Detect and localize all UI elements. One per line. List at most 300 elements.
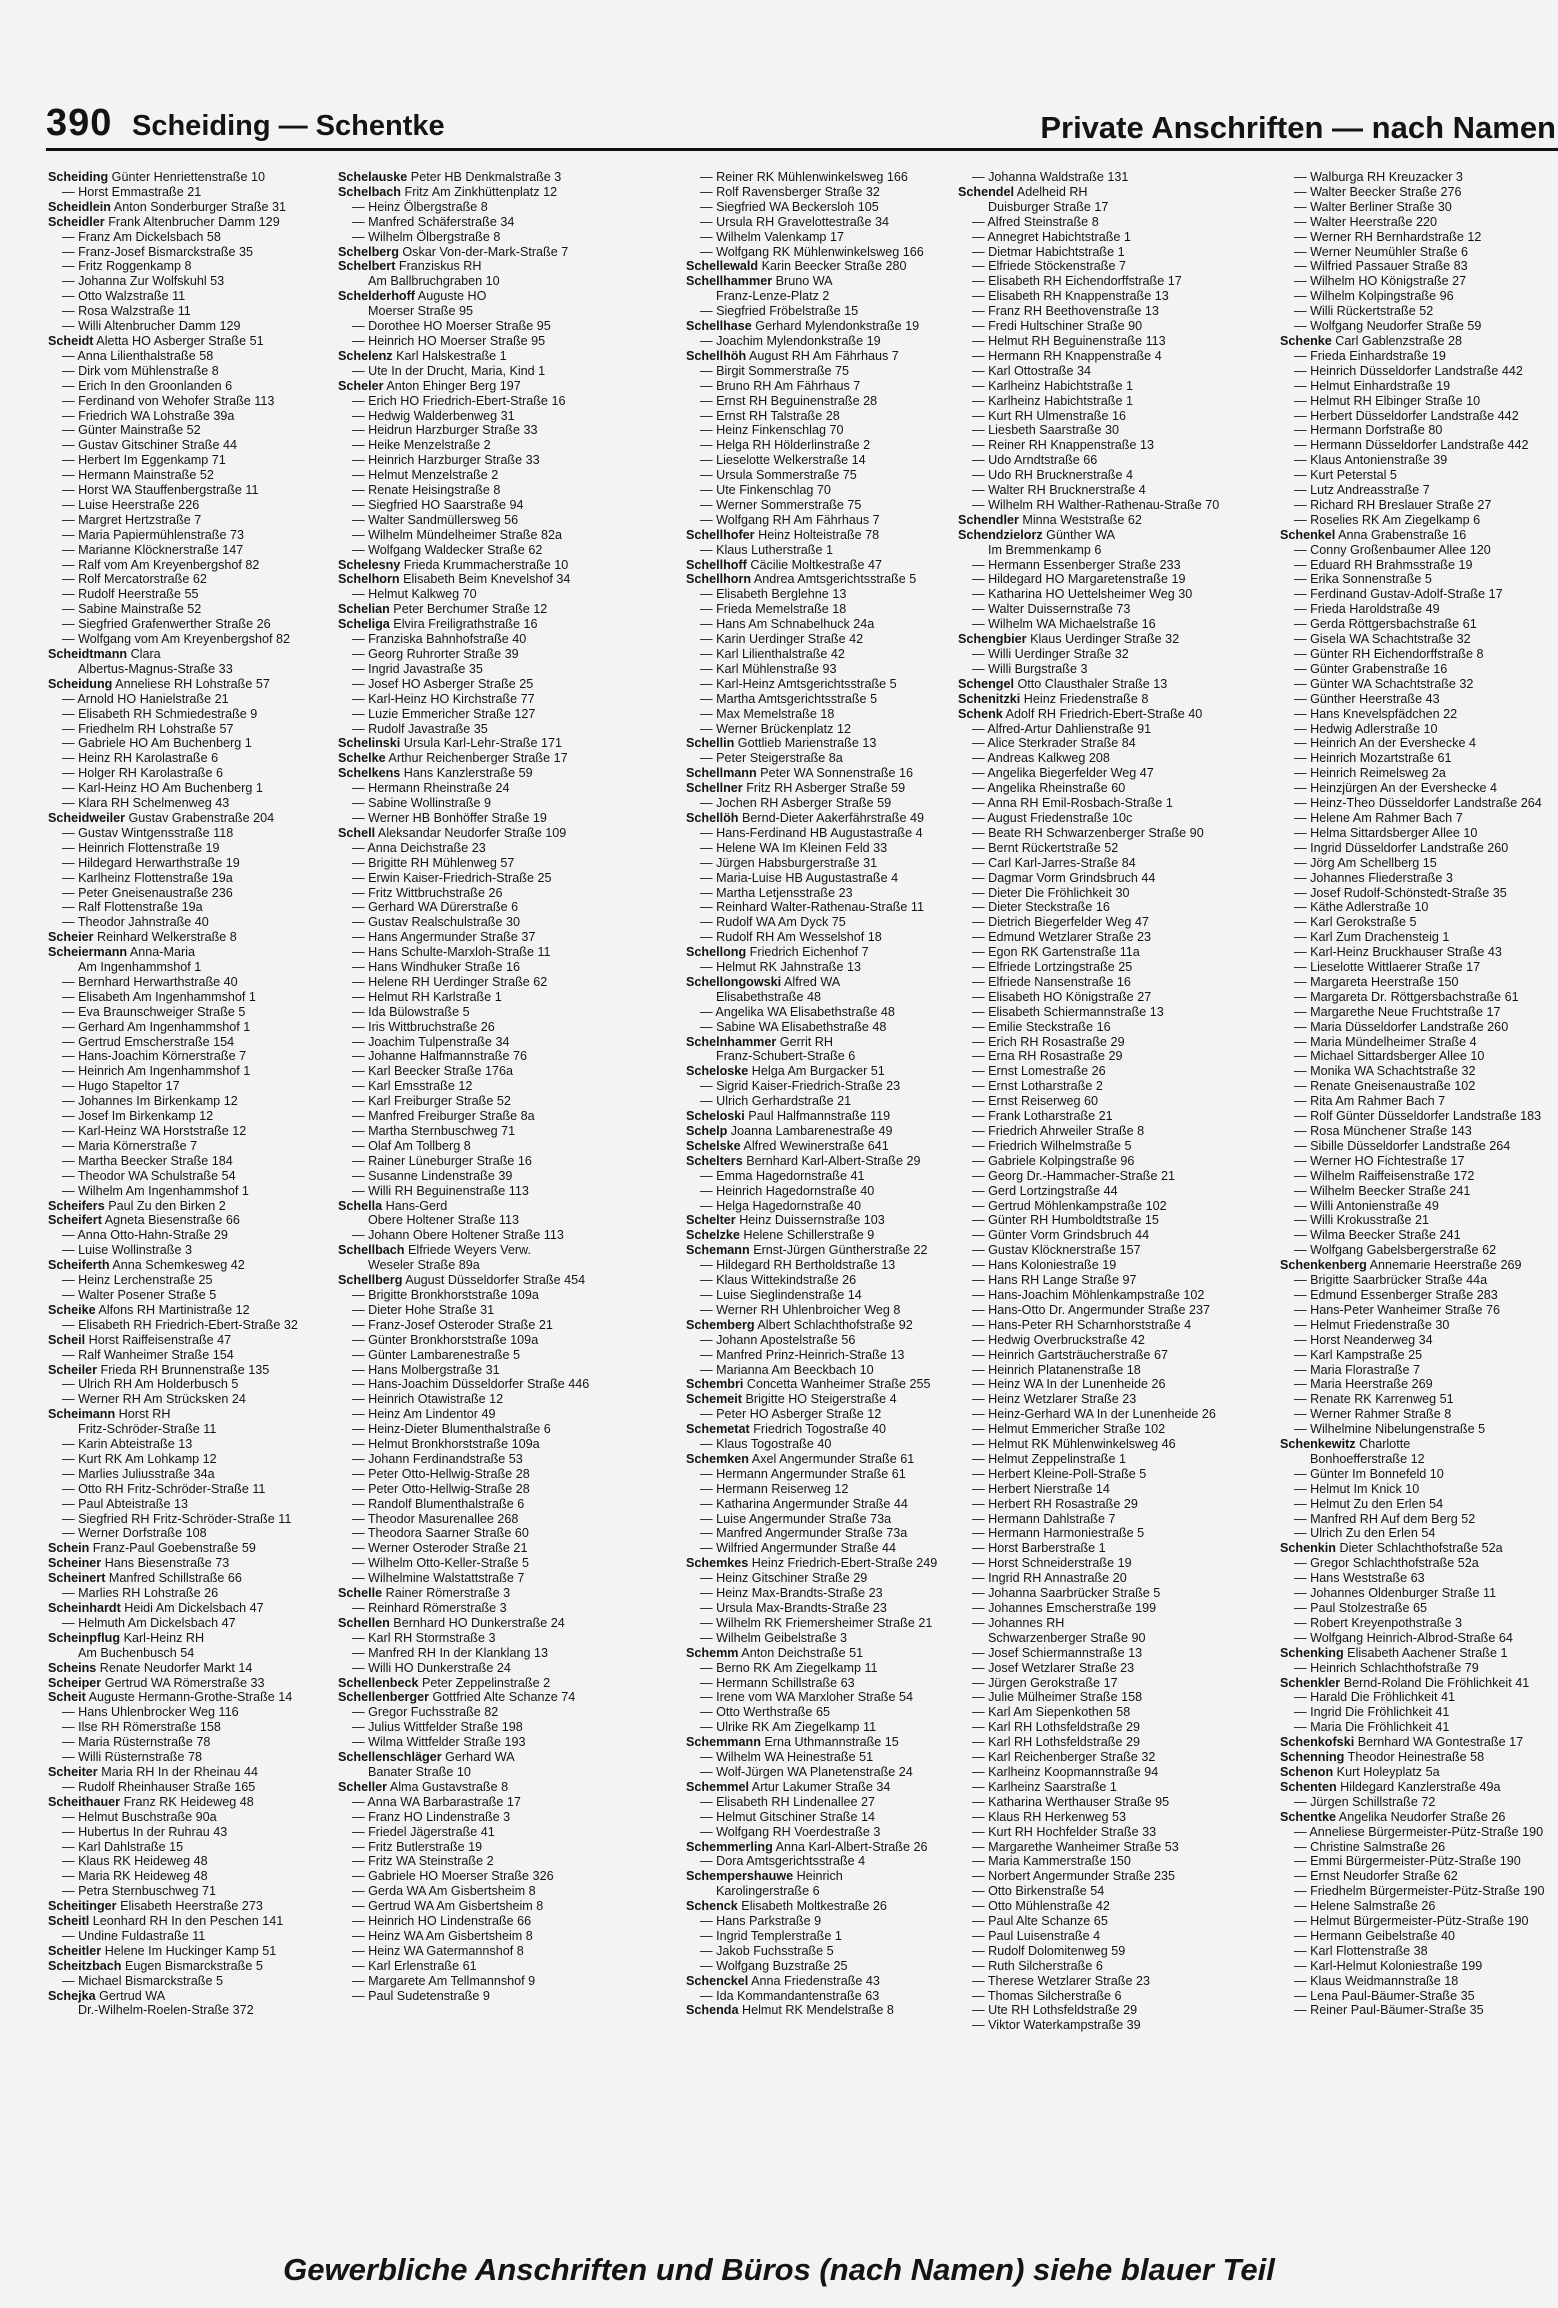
directory-entry: — Alfred-Artur Dahlienstraße 91	[972, 721, 1152, 736]
entry-details: Elisabeth Aachener Straße 1	[1343, 1645, 1508, 1660]
directory-entry	[48, 1541, 328, 1556]
entry-details: Anna Friedenstraße 43	[748, 1973, 880, 1988]
directory-entry: — Rita Am Rahmer Bach 7	[1294, 1094, 1446, 1109]
directory-entry: — Helmut RK Jahnstraße 13	[700, 960, 861, 975]
directory-entry: — Johanna Waldstraße 131	[972, 170, 1129, 184]
surname: Schelkens	[338, 766, 401, 781]
directory-entry	[48, 1959, 328, 1974]
directory-entry: — Klara RH Schelmenweg 43	[62, 796, 230, 811]
directory-entry: — Ingrid RH Annastraße 20	[972, 1571, 1127, 1586]
directory-entry	[686, 1154, 966, 1169]
directory-entry: — Helene WA Im Kleinen Feld 33	[700, 840, 888, 855]
directory-entry: — Karl Erlenstraße 61	[352, 1958, 477, 1973]
directory-entry: — Hans RH Lange Straße 97	[972, 1273, 1137, 1288]
surname: Scheiferth	[48, 1258, 110, 1273]
entry-details: Eugen Bismarckstraße 5	[121, 1958, 263, 1973]
directory-entry: — Margarethe Neue Fruchtstraße 17	[1294, 1004, 1501, 1019]
directory-entry: Dr.-Wilhelm-Roelen-Straße 372	[78, 2003, 254, 2018]
surname: Schempershauwe	[686, 1869, 794, 1884]
directory-entry: — Walburga RH Kreuzacker 3	[1294, 170, 1463, 184]
surname: Schenkler	[1280, 1675, 1341, 1690]
surname: Schenten	[1280, 1779, 1337, 1794]
entry-details: Gustav Grabenstraße 204	[125, 810, 275, 825]
directory-entry: — Randolf Blumenthalstraße 6	[352, 1496, 525, 1511]
directory-entry: — Willi Antonienstraße 49	[1294, 1198, 1439, 1213]
directory-entry: — Heinrich An der Evershecke 4	[1294, 736, 1476, 751]
directory-entry: — Karlheinz Flottenstraße 19a	[62, 870, 233, 885]
directory-entry	[686, 1318, 966, 1333]
directory-entry: — Martha Letjensstraße 23	[700, 885, 853, 900]
surname: Scheidtmann	[48, 647, 128, 661]
surname: Scheinert	[48, 1571, 106, 1586]
directory-entry: — Karl Flottenstraße 38	[1294, 1943, 1428, 1958]
directory-entry: — Hedwig Adlerstraße 10	[1294, 721, 1438, 736]
directory-entry: — Ernst RH Beguinenstraße 28	[700, 393, 878, 408]
directory-entry: — Käthe Adlerstraße 10	[1294, 900, 1429, 915]
directory-entry: — Robert Kreyenpothstraße 3	[1294, 1615, 1462, 1630]
surname: Schellong	[686, 945, 747, 960]
surname: Schella	[338, 1198, 383, 1213]
directory-entry	[686, 1243, 966, 1258]
entry-details: Agneta Biesenstraße 66	[101, 1213, 240, 1228]
directory-entry: — Werner HB Bonhöffer Straße 19	[352, 810, 547, 825]
entry-details: Alfons RH Martinistraße 12	[95, 1302, 250, 1317]
directory-entry: — Heinrich Reimelsweg 2a	[1294, 766, 1446, 781]
entry-details: Helga Am Burgacker 51	[748, 1064, 885, 1079]
directory-entry: — Helmut RH Elbinger Straße 10	[1294, 393, 1481, 408]
directory-entry: Albertus-Magnus-Straße 33	[78, 661, 233, 676]
directory-entry: Am Buchenbusch 54	[78, 1645, 195, 1660]
directory-entry: — Horst Schneiderstraße 19	[972, 1556, 1132, 1571]
directory-entry: — Hermann Dorfstraße 80	[1294, 423, 1443, 438]
directory-entry: — Paul Stolzestraße 65	[1294, 1601, 1427, 1615]
directory-entry	[48, 1690, 328, 1705]
directory-entry: — Dagmar Vorm Grindsbruch 44	[972, 870, 1156, 885]
surname: Schelnhammer	[686, 1034, 777, 1049]
directory-entry: — Kurt RK Am Lohkamp 12	[62, 1451, 217, 1466]
surname: Scheliga	[338, 617, 390, 632]
entry-details: Karl Halskestraße 1	[392, 348, 507, 363]
directory-entry: — Heinz Lerchenstraße 25	[62, 1273, 213, 1288]
surname: Scheiner	[48, 1556, 102, 1571]
directory-entry: — Maria Rüsternstraße 78	[62, 1735, 211, 1750]
directory-entry: — Ulrich Gerhardstraße 21	[700, 1094, 852, 1109]
surname: Scheitzbach	[48, 1958, 122, 1973]
directory-entry	[686, 1392, 966, 1407]
entry-details: Anton Deichstraße 51	[738, 1645, 864, 1660]
directory-entry: — Heinzjürgen An der Evershecke 4	[1294, 781, 1498, 796]
directory-entry	[338, 185, 618, 200]
directory-entry: — Angelika WA Elisabethstraße 48	[700, 1004, 895, 1019]
directory-entry: — Walter Duissernstraße 73	[972, 602, 1131, 617]
directory-entry	[1280, 1646, 1558, 1661]
surname: Scheitler	[48, 1943, 102, 1958]
surname: Schemeit	[686, 1392, 742, 1407]
directory-entry: — Gabriele HO Am Buchenberg 1	[62, 736, 252, 751]
entry-details: Elfriede Weyers Verw.	[404, 1243, 531, 1258]
directory-entry: — Hans-Otto Dr. Angermunder Straße 237	[972, 1302, 1210, 1317]
directory-entry: — Kurt RH Hochfelder Straße 33	[972, 1824, 1157, 1839]
directory-entry: — Willi Krokusstraße 21	[1294, 1213, 1430, 1228]
directory-entry: — Peter HO Asberger Straße 12	[700, 1407, 882, 1422]
directory-entry	[48, 200, 328, 215]
directory-entry: — Heinrich HO Lindenstraße 66	[352, 1914, 532, 1929]
entry-details: Karl-Heinz RH	[120, 1630, 205, 1645]
directory-entry: — Günther Heerstraße 43	[1294, 691, 1440, 706]
directory-entry: — Wilfried Angermunder Straße 44	[700, 1541, 896, 1556]
directory-entry: — Klaus Wittekindstraße 26	[700, 1273, 857, 1288]
directory-entry: — Walter Heerstraße 220	[1294, 214, 1438, 229]
directory-entry	[48, 1765, 328, 1780]
entry-details: Bernhard WA Gontestraße 17	[1354, 1735, 1524, 1750]
directory-entry	[686, 1064, 966, 1079]
directory-entry	[48, 1914, 328, 1929]
directory-entry: — Wilhelm WA Michaelstraße 16	[972, 617, 1156, 632]
directory-entry: — Hans-Peter Wanheimer Straße 76	[1294, 1302, 1501, 1317]
directory-entry: — Willi RH Beguinenstraße 113	[352, 1183, 529, 1198]
directory-entry: — Martha Sternbuschweg 71	[352, 1124, 516, 1138]
directory-entry: — Peter Steigerstraße 8a	[700, 751, 843, 766]
directory-entry: — Helmut RH Karlstraße 1	[352, 989, 502, 1004]
entry-details: Renate Neudorfer Markt 14	[96, 1660, 253, 1675]
directory-entry: — Lutz Andreasstraße 7	[1294, 483, 1430, 498]
directory-entry: — Paul Abteistraße 13	[62, 1496, 189, 1511]
directory-entry: — Gustav Klöcknerstraße 157	[972, 1243, 1141, 1258]
directory-entry: — Heinz Gitschiner Straße 29	[700, 1571, 868, 1586]
directory-entry: — Ulrich Zu den Erlen 54	[1294, 1526, 1436, 1541]
directory-entry: — Peter Otto-Hellwig-Straße 28	[352, 1466, 530, 1481]
directory-entry: — Heinrich Platanenstraße 18	[972, 1362, 1141, 1377]
directory-entry: — Brigitte RH Mühlenweg 57	[352, 855, 515, 870]
directory-entry: — Georg Dr.-Hammacher-Straße 21	[972, 1168, 1175, 1183]
surname: Schelinski	[338, 736, 401, 751]
name-range: Scheiding — Schentke	[132, 110, 445, 142]
surname: Schellhöh	[686, 348, 747, 363]
directory-entry: — Gustav Gitschiner Straße 44	[62, 438, 237, 453]
entry-details: Arthur Reichenberger Straße 17	[385, 751, 568, 766]
directory-entry: — Ute Finkenschlag 70	[700, 483, 831, 498]
surname: Schenking	[1280, 1645, 1344, 1660]
directory-entry: — Elisabeth RH Friedrich-Ebert-Straße 32	[62, 1317, 298, 1332]
directory-entry: — Heinz Am Lindentor 49	[352, 1407, 496, 1422]
directory-entry: — Anna RH Emil-Rosbach-Straße 1	[972, 796, 1173, 811]
entry-details: Alfred WA	[781, 974, 841, 989]
directory-entry: — Heinz-Theo Düsseldorfer Landstraße 264	[1294, 796, 1542, 811]
directory-entry: — Luzie Emmericher Straße 127	[352, 706, 536, 721]
directory-entry: — Ruth Silcherstraße 6	[972, 1958, 1103, 1973]
directory-entry: — Helmut Kalkweg 70	[352, 587, 477, 602]
directory-entry	[686, 1780, 966, 1795]
directory-entry: — Hermann Essenberger Straße 233	[972, 557, 1181, 572]
directory-entry	[686, 945, 966, 960]
directory-entry: — Karl Beecker Straße 176a	[352, 1064, 513, 1079]
surname: Scheiermann	[48, 945, 128, 960]
directory-entry: — Edmund Essenberger Straße 283	[1294, 1287, 1498, 1302]
directory-entry: — Manfred Angermunder Straße 73a	[700, 1526, 908, 1541]
directory-entry: — Friedrich Wilhelmstraße 5	[972, 1138, 1132, 1153]
directory-entry: — Egon RK Gartenstraße 11a	[972, 945, 1140, 960]
directory-entry: — Wilhelm Am Ingenhammshof 1	[62, 1183, 249, 1198]
directory-entry: — Andreas Kalkweg 208	[972, 751, 1110, 766]
directory-entry	[48, 945, 328, 960]
entry-details: Frieda Krummacherstraße 10	[400, 557, 569, 572]
surname: Schelle	[338, 1586, 383, 1601]
directory-entry: — Wolfgang RH Am Fährhaus 7	[700, 512, 880, 527]
surname: Schendel	[958, 184, 1014, 199]
directory-entry: — Heinrich Harzburger Straße 33	[352, 453, 540, 468]
directory-entry: — Wilhelm Raiffeisenstraße 172	[1294, 1168, 1475, 1183]
entry-details: Friedrich Eichenhof 7	[746, 945, 869, 960]
entry-details: Bernd-Dieter Aakerfährstraße 49	[738, 810, 924, 825]
surname: Scheifert	[48, 1213, 102, 1228]
surname: Scheiper	[48, 1675, 102, 1690]
directory-entry: — Friedrich WA Lohstraße 39a	[62, 408, 235, 423]
entry-details: Ursula Karl-Lehr-Straße 171	[400, 736, 562, 751]
surname: Schelberg	[338, 244, 399, 259]
surname: Schelauske	[338, 170, 408, 184]
directory-entry	[338, 826, 618, 841]
directory-entry: — Reiner Paul-Bäumer-Straße 35	[1294, 2003, 1484, 2018]
surname: Schengbier	[958, 632, 1027, 647]
surname: Scheiter	[48, 1764, 98, 1779]
directory-entry: — Jürgen Gerokstraße 17	[972, 1675, 1118, 1690]
directory-entry: Weseler Straße 89a	[368, 1258, 480, 1273]
directory-entry: — Werner RH Uhlenbroicher Weg 8	[700, 1302, 901, 1317]
directory-entry	[686, 1452, 966, 1467]
directory-entry	[338, 558, 618, 573]
directory-entry: — Günter WA Schachtstraße 32	[1294, 676, 1474, 691]
directory-entry: — Birgit Sommerstraße 75	[700, 363, 850, 378]
directory-entry: — Rolf Mercatorstraße 62	[62, 572, 207, 587]
directory-entry: — Helga Hagedornstraße 40	[700, 1198, 862, 1213]
directory-entry: Elisabethstraße 48	[716, 989, 822, 1004]
directory-entry: — Brigitte Saarbrücker Straße 44a	[1294, 1273, 1488, 1288]
directory-entry: — Ingrid Düsseldorfer Landstraße 260	[1294, 840, 1509, 855]
surname: Schellenbeck	[338, 1675, 419, 1690]
directory-entry	[686, 766, 966, 781]
surname: Schelhorn	[338, 572, 400, 587]
entry-details: Cäcilie Moltkestraße 47	[746, 557, 882, 572]
directory-entry: — Jürgen Schillstraße 72	[1294, 1794, 1436, 1809]
surname: Scheinhardt	[48, 1601, 121, 1615]
directory-entry: — Maria Papiermühlenstraße 73	[62, 527, 244, 542]
directory-entry: — Hans-Joachim Körnerstraße 7	[62, 1049, 247, 1064]
directory-entry: — Joachim Mylendonkstraße 19	[700, 333, 881, 348]
column-5	[1280, 170, 1558, 2220]
directory-entry: — Friedel Jägerstraße 41	[352, 1824, 495, 1839]
directory-entry: — Karl-Heinz HO Am Buchenberg 1	[62, 781, 263, 796]
directory-entry: — Manfred Freiburger Straße 8a	[352, 1109, 535, 1124]
directory-entry: — Heinz Max-Brandts-Straße 23	[700, 1586, 883, 1601]
directory-entry: — Karl-Heinz Amtsgerichtsstraße 5	[700, 676, 897, 691]
surname: Schenon	[1280, 1764, 1334, 1779]
surname: Schenitzki	[958, 691, 1021, 706]
surname: Scheidler	[48, 214, 105, 229]
directory-entry: — Heinz WA Am Gisbertsheim 8	[352, 1928, 533, 1943]
directory-entry: — Sibille Düsseldorfer Landstraße 264	[1294, 1138, 1511, 1153]
directory-entry: — Paul Alte Schanze 65	[972, 1914, 1108, 1929]
directory-entry: — Rudolf RH Am Wesselshof 18	[700, 930, 882, 945]
directory-entry: — Johann Obere Holtener Straße 113	[352, 1228, 564, 1243]
directory-entry	[686, 975, 966, 990]
directory-entry: — Hans Windhuker Straße 16	[352, 960, 520, 975]
directory-entry: — Elisabeth Berglehne 13	[700, 587, 847, 602]
directory-entry	[48, 170, 328, 185]
directory-entry: — Sabine WA Elisabethstraße 48	[700, 1019, 887, 1034]
entry-details: Peter HB Denkmalstraße 3	[407, 170, 562, 184]
directory-entry	[1280, 334, 1558, 349]
directory-entry: — Richard RH Breslauer Straße 27	[1294, 497, 1492, 512]
directory-entry: — Günter Grabenstraße 16	[1294, 661, 1448, 676]
directory-entry: — Helene Am Rahmer Bach 7	[1294, 810, 1463, 825]
surname: Scheit	[48, 1690, 86, 1705]
directory-entry: — Werner RH Bernhardstraße 12	[1294, 229, 1482, 244]
entry-details: Minna Weststraße 62	[1018, 512, 1142, 527]
directory-entry: — Johannes RH	[972, 1615, 1065, 1630]
directory-entry: — Gabriele HO Moerser Straße 326	[352, 1869, 554, 1884]
directory-entry: — Hans Molbergstraße 31	[352, 1362, 500, 1377]
surname: Schelzke	[686, 1228, 740, 1243]
directory-entry: — Herbert RH Rosastraße 29	[972, 1496, 1138, 1511]
surname: Scheins	[48, 1660, 97, 1675]
surname: Schelderhoff	[338, 289, 415, 304]
directory-entry: — Jürgen Habsburgerstraße 31	[700, 855, 878, 870]
surname: Scheidung	[48, 676, 113, 691]
entry-details: Anton Sonderburger Straße 31	[111, 199, 287, 214]
directory-entry: — Luise Angermunder Straße 73a	[700, 1511, 892, 1526]
directory-entry: — Willi Burgstraße 3	[972, 661, 1088, 676]
directory-entry: — Hans Knevelspfädchen 22	[1294, 706, 1458, 721]
directory-entry	[48, 334, 328, 349]
directory-entry: — Anna Deichstraße 23	[352, 840, 486, 855]
directory-entry: — Alfred Steinstraße 8	[972, 214, 1099, 229]
entry-details: Axel Angermunder Straße 61	[749, 1451, 915, 1466]
directory-entry: Schwarzenberger Straße 90	[988, 1630, 1146, 1645]
directory-entry: — Werner Sommerstraße 75	[700, 497, 862, 512]
directory-entry: — Katharina Werthauser Straße 95	[972, 1794, 1170, 1809]
directory-entry: — Christine Salmstraße 26	[1294, 1839, 1446, 1854]
directory-entry: — Wilhelm Beecker Straße 241	[1294, 1183, 1471, 1198]
directory-entry: — Hermann Düsseldorfer Landstraße 442	[1294, 438, 1529, 453]
entry-details: Carl Gablenzstraße 28	[1331, 333, 1463, 348]
directory-entry: — Karlheinz Koopmannstraße 94	[972, 1764, 1159, 1779]
entry-details: Brigitte HO Steigerstraße 4	[742, 1392, 897, 1407]
directory-entry: — Wolf-Jürgen WA Planetenstraße 24	[700, 1764, 913, 1779]
directory-entry: — Wolfgang Waldecker Straße 62	[352, 542, 543, 557]
entry-details: Friedrich Togostraße 40	[749, 1422, 886, 1437]
directory-entry	[958, 632, 1238, 647]
surname: Scheloske	[686, 1064, 749, 1079]
directory-entry: — Gerhard WA Dürerstraße 6	[352, 900, 519, 915]
entry-details: Charlotte	[1355, 1437, 1411, 1452]
directory-entry: — Manfred Schäferstraße 34	[352, 214, 515, 229]
directory-entry: — Helmut Im Knick 10	[1294, 1481, 1420, 1496]
directory-entry: — Fritz Butlerstraße 19	[352, 1839, 483, 1854]
surname: Schenck	[686, 1899, 738, 1914]
directory-entry: — Elisabeth RH Lindenallee 27	[700, 1794, 876, 1809]
surname: Scheier	[48, 930, 94, 945]
entry-details: Hans Biesenstraße 73	[101, 1556, 230, 1571]
directory-entry: — Anna WA Barbarastraße 17	[352, 1794, 521, 1809]
directory-entry: — Josef Im Birkenkamp 12	[62, 1109, 214, 1124]
directory-entry: — Norbert Angermunder Straße 235	[972, 1869, 1176, 1884]
directory-entry	[958, 513, 1238, 528]
directory-entry: — Fritz Wittbruchstraße 26	[352, 885, 503, 900]
directory-entry: — Hans Am Schnabelhuck 24a	[700, 617, 875, 632]
directory-entry: — Hans-Joachim Düsseldorfer Straße 446	[352, 1377, 590, 1392]
surname: Schellhase	[686, 319, 752, 334]
directory-entry	[48, 1989, 328, 2004]
directory-entry: — Heike Menzelstraße 2	[352, 438, 491, 453]
entry-details: Heinrich	[793, 1869, 843, 1884]
entry-details: Concetta Wanheimer Straße 255	[743, 1377, 931, 1392]
directory-entry: — Helmuth Am Dickelsbach 47	[62, 1615, 236, 1630]
directory-entry: — Gerd Lortzingstraße 44	[972, 1183, 1118, 1198]
directory-entry: — Hermann Reiserweg 12	[700, 1481, 849, 1496]
directory-entry: — Karl Ottostraße 34	[972, 363, 1091, 378]
directory-entry: — Karl-Heinz Bruckhauser Straße 43	[1294, 945, 1502, 960]
entry-details: Horst Raiffeisenstraße 47	[85, 1332, 232, 1347]
directory-entry	[686, 736, 966, 751]
directory-entry: — Iris Wittbruchstraße 26	[352, 1019, 495, 1034]
directory-entry: — Frieda Memelstraße 18	[700, 602, 847, 617]
directory-entry: — Katharina Angermunder Straße 44	[700, 1496, 908, 1511]
directory-entry: — Karl Freiburger Straße 52	[352, 1094, 511, 1109]
directory-entry: — Elfriede Nansenstraße 16	[972, 974, 1131, 989]
directory-entry: — Helene Salmstraße 26	[1294, 1899, 1436, 1914]
directory-entry: — Maria Heerstraße 269	[1294, 1377, 1433, 1392]
directory-entry: — Wolfgang RH Voerdestraße 3	[700, 1824, 881, 1839]
directory-entry: — Dieter Hohe Straße 31	[352, 1302, 495, 1317]
directory-entry: — Josef Schiermannstraße 13	[972, 1645, 1143, 1660]
directory-entry: — Hildegard RH Bertholdstraße 13	[700, 1258, 896, 1273]
surname: Schendzielorz	[958, 527, 1043, 542]
directory-entry: — Marianna Am Beeckbach 10	[700, 1362, 874, 1377]
directory-entry	[338, 245, 618, 260]
directory-entry: — Hedwig Overbruckstraße 42	[972, 1332, 1145, 1347]
directory-entry: — Johannes Fliederstraße 3	[1294, 870, 1453, 885]
directory-entry: — Sabine Wollinstraße 9	[352, 796, 492, 811]
directory-entry: — Wolfgang Gabelsbergerstraße 62	[1294, 1243, 1497, 1258]
entry-details: Reinhard Welkerstraße 8	[93, 930, 237, 945]
directory-entry: — Karl Mühlenstraße 93	[700, 661, 837, 676]
directory-entry: — Annegret Habichtstraße 1	[972, 229, 1131, 244]
directory-entry	[338, 602, 618, 617]
directory-entry: — Lena Paul-Bäumer-Straße 35	[1294, 1988, 1475, 2003]
surname: Schellner	[686, 781, 743, 796]
directory-entry: — Helmut Buschstraße 90a	[62, 1809, 217, 1824]
surname: Scheitinger	[48, 1899, 117, 1914]
surname: Schenning	[1280, 1750, 1345, 1765]
directory-entry	[48, 647, 328, 662]
surname: Schellongowski	[686, 974, 782, 989]
surname: Schelesny	[338, 557, 401, 572]
surname: Schenke	[1280, 333, 1332, 348]
directory-entry: — Georg Ruhrorter Straße 39	[352, 647, 519, 661]
directory-entry: — Reiner RK Mühlenwinkelsweg 166	[700, 170, 908, 184]
directory-entry: — Günter Lambarenestraße 5	[352, 1347, 520, 1362]
directory-entry: — Herbert Nierstraße 14	[972, 1481, 1110, 1496]
directory-entry	[686, 811, 966, 826]
surname: Schemkes	[686, 1556, 749, 1571]
surname: Scheiler	[48, 1362, 98, 1377]
directory-entry: — Susanne Lindenstraße 39	[352, 1168, 513, 1183]
directory-entry: — Hans Weststraße 63	[1294, 1571, 1425, 1586]
surname: Schelbert	[338, 259, 396, 274]
entry-details: Angelika Neudorfer Straße 26	[1336, 1809, 1506, 1824]
directory-entry: — Emma Hagedornstraße 41	[700, 1168, 865, 1183]
directory-entry: — Ulrich RH Am Holderbusch 5	[62, 1377, 239, 1392]
